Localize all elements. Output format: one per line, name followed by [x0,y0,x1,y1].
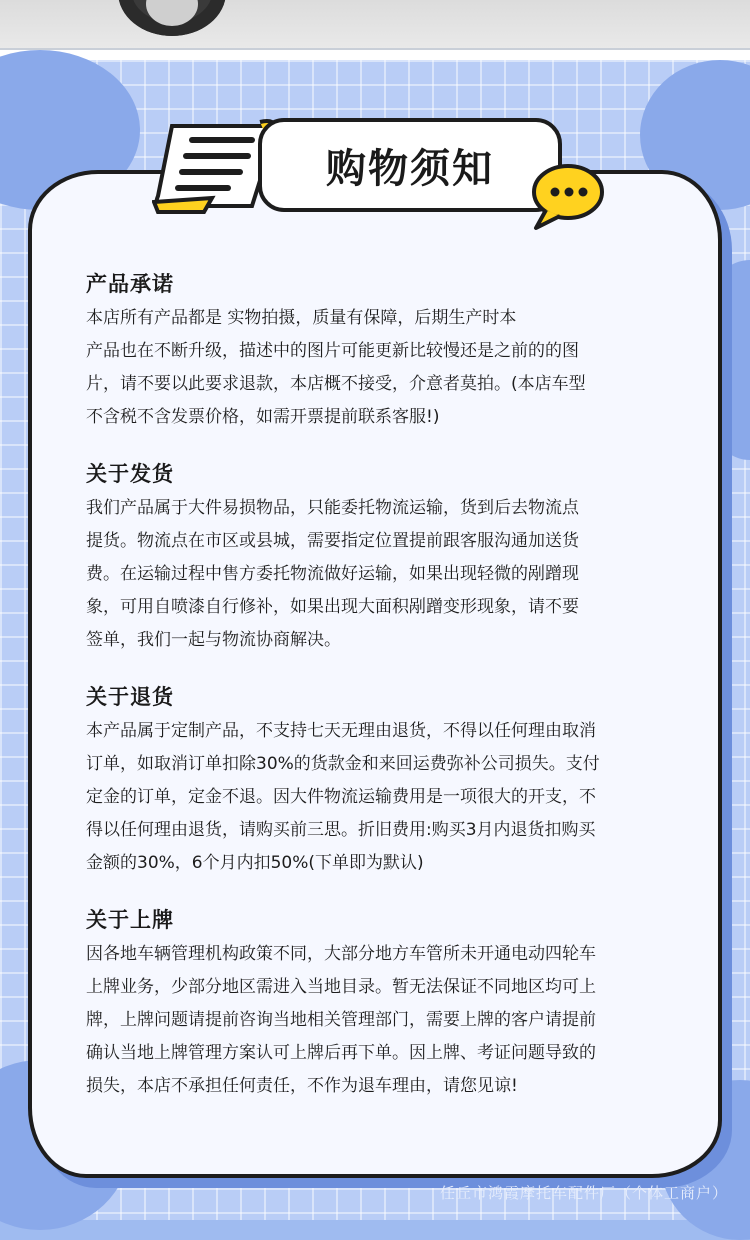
page-title: 购物须知 [326,145,494,192]
divider [0,50,750,60]
section-text: 本店所有产品都是 实物拍摄，质量有保障，后期生产时本 产品也在不断升级，描述中的图片可能更新比较慢还是之前的的图 片，请不要以此要求退款，本店概不接受，介意者莫拍。(本店车型 不含税不含发票价格，如需开票提前联系客服!) [86,308,586,427]
section-text: 因各地车辆管理机构政策不同，大部分地方车管所未开通电动四轮车 上牌业务，少部分地区需进入当地目录。暂无法保证不同地区均可上 牌，上牌问题请提前咨询当地相关管理部门，需要上牌的客户请提前 确认当地上牌管理方案认可上牌后再下单。因上牌、考证问题导致的 损失，本店不承担任何责任，不作为退车理由，请您见谅! [86,944,596,1096]
section-registration [86,902,686,1103]
section-heading: 关于上牌 [86,908,174,932]
store-watermark: 任丘市鸿霞摩托车配件厂（个体工商户） [439,1184,728,1202]
wheel-image [118,0,226,36]
title-banner [258,118,562,212]
section-heading: 产品承诺 [86,272,174,296]
section-text: 我们产品属于大件易损物品，只能委托物流运输，货到后去物流点 提货。物流点在市区或县城，需要指定位置提前跟客服沟通加送货 费。在运输过程中售方委托物流做好运输，如果出现轻微的剐蹭现 象，可用自喷漆自行修补，如果出现大面积剐蹭变形现象，请不要 签单，我们一起与物流协商解决。 [86,498,579,650]
product-photo-strip [0,0,750,50]
section-heading: 关于发货 [86,462,174,486]
speech-bubble-icon [528,162,606,232]
section-text: 本产品属于定制产品，不支持七天无理由退货，不得以任何理由取消 订单，如取消订单扣除30%的货款金和来回运费弥补公司损失。支付 定金的订单，定金不退。因大件物流运输费用是一项很大的开支，不 得以任何理由退货，请购买前三思。折旧费用:购买3月内退货扣购买 金额的30%，6个月内扣50%(下单即为默认) [86,721,600,873]
section-shipping [86,456,686,657]
section-product-promise [86,266,686,434]
section-returns [86,679,686,880]
notice-content [86,266,686,1125]
section-heading: 关于退货 [86,685,174,709]
